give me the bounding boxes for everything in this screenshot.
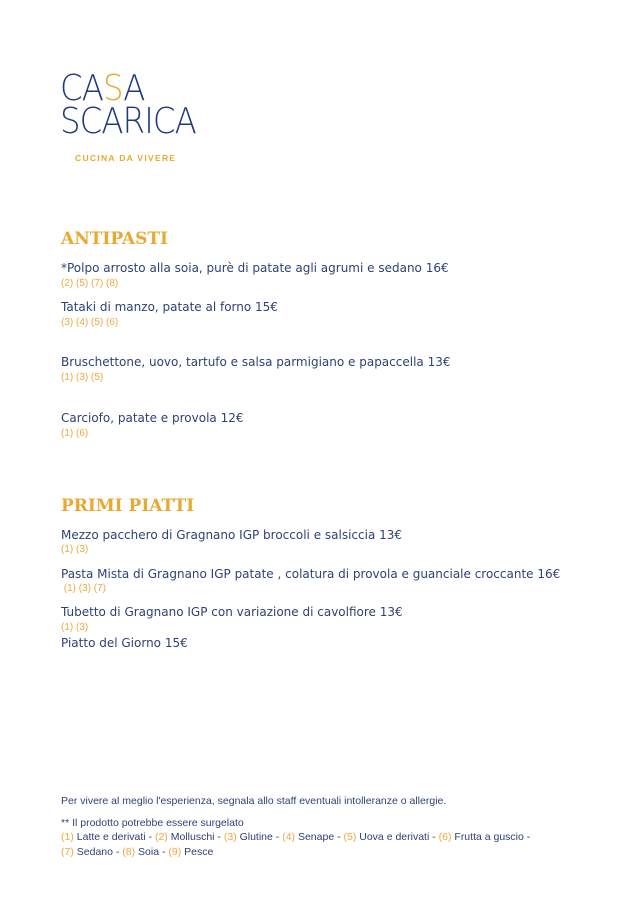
logo	[60, 68, 196, 142]
dish-name: *Polpo arrosto alla soia, purè di patate agli agrumi e sedano 16€	[61, 261, 449, 275]
dish-name: Pasta Mista di Gragnano IGP patate , colatura di provola e guanciale croccante 16€	[61, 567, 561, 581]
dish-name: Bruschettone, uovo, tartufo e salsa parmigiano e papaccella 13€	[61, 355, 451, 369]
allergen-legend-line-1: (1) Latte e derivati - (2) Molluschi - (3) Glutine - (4) Senape - (5) Uova e derivati - (6) Frutta a guscio -	[61, 831, 531, 843]
dish-name: Carciofo, patate e provola 12€	[61, 411, 244, 425]
dish-name: Mezzo pacchero di Gragnano IGP broccoli e salsiccia 13€	[61, 528, 403, 542]
logo-tagline: CUCINA DA VIVERE	[75, 153, 177, 163]
dish-allergens: (3) (4) (5) (6)	[61, 317, 119, 328]
dish-allergens: (1) (3) (7)	[61, 583, 106, 594]
dish-allergens: (2) (5) (7) (8)	[61, 278, 119, 289]
allergy-notice: Per vivere al meglio l'esperienza, segnala allo staff eventuali intolleranze o allergie.	[61, 795, 447, 807]
frozen-note: ** Il prodotto potrebbe essere surgelato	[61, 817, 244, 829]
logo-line-2: SCARICA	[60, 101, 196, 142]
section-title-primi: PRIMI PIATTI	[61, 496, 195, 516]
allergen-legend-line-2: (7) Sedano - (8) Soia - (9) Pesce	[61, 846, 214, 858]
dish-allergens: (1) (6)	[61, 428, 89, 439]
dish-allergens: (1) (3)	[61, 622, 89, 633]
dish-name: Piatto del Giorno 15€	[61, 636, 188, 650]
logo-line-1: CASA	[60, 68, 145, 109]
dish-allergens: (1) (3)	[61, 544, 89, 555]
dish-name: Tubetto di Gragnano IGP con variazione di cavolfiore 13€	[61, 605, 403, 619]
dish-allergens: (1) (3) (5)	[61, 372, 104, 383]
section-title-antipasti: ANTIPASTI	[61, 229, 168, 249]
dish-name: Tataki di manzo, patate al forno 15€	[61, 300, 278, 314]
